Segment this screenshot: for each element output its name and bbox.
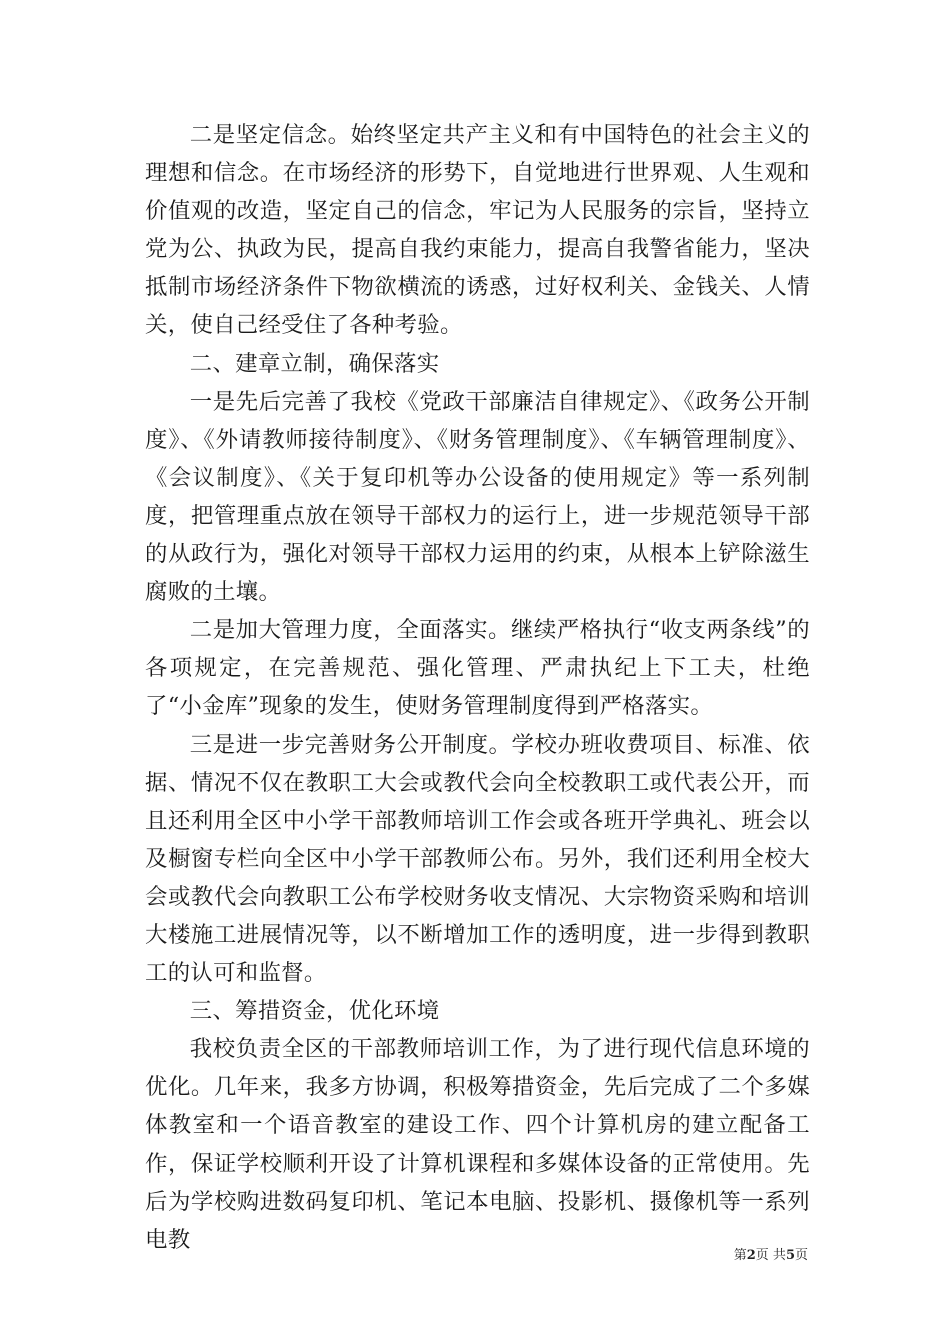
section-heading-rules: 二、建章立制，确保落实 [189, 350, 440, 377]
paragraph-finance-disclosure: 三是进一步完善财务公开制度。学校办班收费项目、标准、依据、情况不仅在教职工大会或教代会向全校教职工或代表公开，而且还利用全区中小学干部教师培训工作会或各班开学典礼、班会以及橱窗专栏向全区中小学干部教师公布。另外，我们还利用全校大会或教代会向教职工公布学校财务收支情况、大宗物资采购和培训大楼施工进展情况等，以不断增加工作的透明度，进一步得到教职工的认可和监督。 [145, 731, 810, 987]
section-heading-funding: 三、筹措资金，优化环境 [189, 998, 440, 1025]
paragraph-environment: 我校负责全区的干部教师培训工作，为了进行现代信息环境的优化。几年来，我多方协调，积极筹措资金，先后完成了二个多媒体教室和一个语音教室的建设工作、四个计算机房的建立配备工作，保证学校顺利开设了计算机课程和多媒体设备的正常使用。先后为学校购进数码复印机、笔记本电脑、投影机、摄像机等一系列电教 [145, 1036, 810, 1253]
paragraph-management: 二是加大管理力度，全面落实。继续严格执行“收支两条线”的各项规定，在完善规范、强化管理、严肃执纪上下工夫，杜绝了“小金库”现象的发生，使财务管理制度得到严格落实。 [145, 617, 810, 720]
document-body [145, 116, 810, 1259]
footer-suffix: 页 [794, 1248, 808, 1263]
footer-prefix: 第 [733, 1248, 747, 1263]
paragraph-firm-belief: 二是坚定信念。始终坚定共产主义和有中国特色的社会主义的理想和信念。在市场经济的形势下，自觉地进行世界观、人生观和价值观的改造，坚定自己的信念，牢记为人民服务的宗旨，坚持立党为公、执政为民，提高自我约束能力，提高自我警省能力，坚决抵制市场经济条件下物欲横流的诱惑，过好权利关、金钱关、人情关，使自己经受住了各种考验。 [145, 122, 810, 339]
footer-total-pages: 5 [785, 1248, 795, 1263]
page-number-footer [734, 1248, 808, 1264]
footer-middle: 页 共 [755, 1248, 786, 1263]
footer-current-page: 2 [746, 1248, 756, 1263]
paragraph-rules-list: 一是先后完善了我校《党政干部廉洁自律规定》、《政务公开制度》、《外请教师接待制度》、《财务管理制度》、《车辆管理制度》、《会议制度》、《关于复印机等办公设备的使用规定》等一系列制度，把管理重点放在领导干部权力的运行上，进一步规范领导干部的从政行为，强化对领导干部权力运用的约束，从根本上铲除滋生腐败的土壤。 [145, 388, 810, 606]
